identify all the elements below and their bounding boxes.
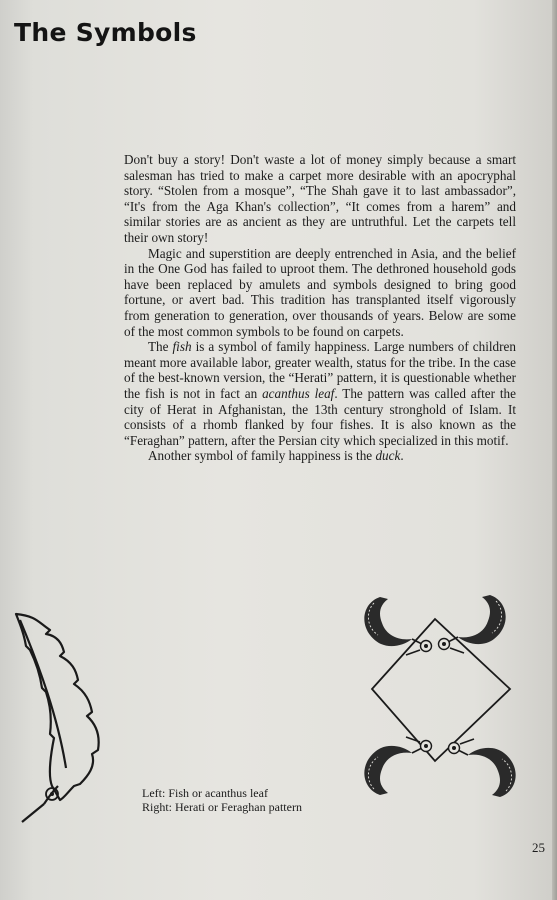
duck-term: duck — [375, 448, 401, 464]
acanthus-leaf-term: acanthus leaf — [262, 385, 335, 401]
fish-term: fish — [172, 339, 192, 355]
paragraph-4-text: . — [400, 448, 404, 464]
acanthus-leaf-icon — [10, 608, 110, 828]
caption-left: Left: Fish or acanthus leaf — [142, 786, 268, 800]
body-text — [124, 152, 516, 464]
paragraph-4 — [124, 448, 516, 464]
page-number: 25 — [532, 840, 545, 855]
page-title: The Symbols — [14, 18, 197, 47]
paragraph-1: Don't buy a story! Don't waste a lot of money simply because a smart salesman has tried to make a carpet more desirable with an apocryphal story. “Stolen from a mosque”, “The Shah gave it to last ambassador”, “It's from the Aga Khan's collection”, “It comes from a harem” and similar stories are as ancient as they are untruthful. Let the carpets tell their own story! — [124, 152, 516, 245]
herati-pattern-icon — [340, 585, 550, 810]
paragraph-4-text: Another symbol of family happiness is the — [148, 448, 376, 464]
caption-right: Right: Herati or Feraghan pattern — [142, 800, 302, 814]
paragraph-3 — [124, 339, 516, 448]
paragraph-3-text: The — [148, 339, 173, 355]
paragraph-2: Magic and superstition are deeply entrenched in Asia, and the belief in the One God has failed to uproot them. The dethroned household gods have been replaced by amulets and symbols designed to bring good fortune, or avert bad. This tradition has transplanted itself vigorously from generation to generation, over thousands of years. Below are some of the most common symbols to be found on carpets. — [124, 245, 516, 339]
page-edge — [552, 0, 557, 900]
paragraph-3-text: is a symbol of family happiness. Large numbers of children meant more available labor, greater wealth, status for the tribe. In the case of the best-known version, the “Herati” pattern, it is questionable whether the fish is not in fact an — [124, 339, 516, 401]
figure-caption — [142, 786, 302, 814]
paragraph-3-text: . The pattern was called after the city of Herat in Afghanistan, the 13th century stronghold of Islam. It consists of a rhomb flanked by four fishes. It is also known as the “Feraghan” pattern, after the Persian city which specialized in this motif. — [124, 385, 516, 448]
